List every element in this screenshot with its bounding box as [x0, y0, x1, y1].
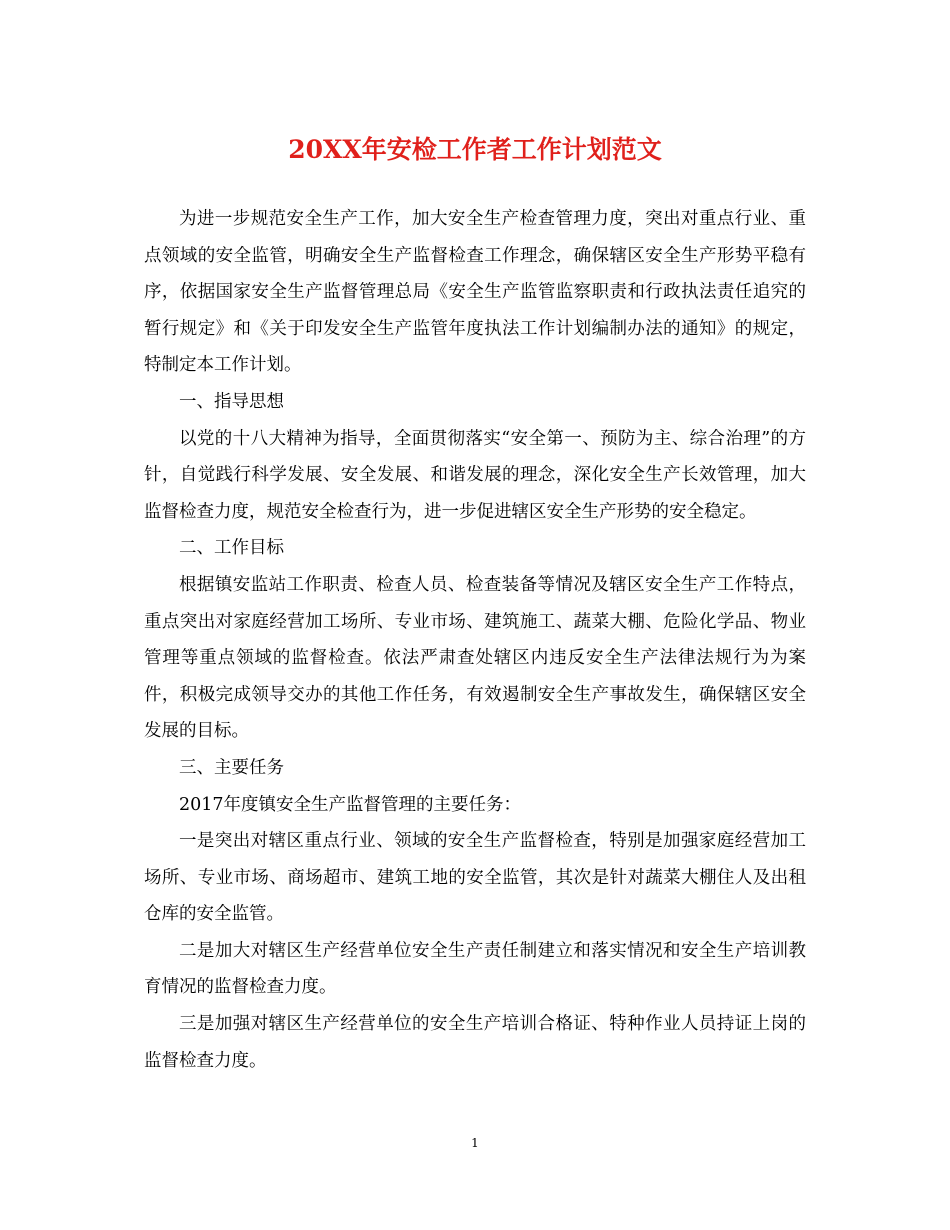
paragraph-intro: 为进一步规范安全生产工作，加大安全生产检查管理力度，突出对重点行业、重点领域的安全监管，明确安全生产监督检查工作理念，确保辖区安全生产形势平稳有序，依据国家安全生产监督管理总局《安全生产监管监察职责和行政执法责任追究的暂行规定》和《关于印发安全生产监管年度执法工作计划编制办法的通知》的规定，特制定本工作计划。 [144, 209, 806, 376]
paragraph-task-one: 一是突出对辖区重点行业、领域的安全生产监督检查，特别是加强家庭经营加工场所、专业市场、商场超市、建筑工地的安全监管，其次是针对蔬菜大棚住人及出租仓库的安全监管。 [144, 831, 806, 925]
paragraph-task-three: 三是加强对辖区生产经营单位的安全生产培训合格证、特种作业人员持证上岗的监督检查力度。 [144, 1014, 806, 1071]
paragraph-main-tasks-intro: 2017年度镇安全生产监督管理的主要任务： [179, 794, 522, 815]
document-body [144, 201, 806, 1079]
section-heading-work-goals: 二、工作目标 [179, 538, 284, 559]
section-heading-guiding-ideology: 一、指导思想 [179, 391, 284, 412]
paragraph-work-goals: 根据镇安监站工作职责、检查人员、检查装备等情况及辖区安全生产工作特点，重点突出对家庭经营加工场所、专业市场、建筑施工、蔬菜大棚、危险化学品、物业管理等重点领域的监督检查。依法严肃查处辖区内违反安全生产法律法规行为为案件，积极完成领导交办的其他工作任务，有效遏制安全生产事故发生，确保辖区安全发展的目标。 [144, 574, 806, 742]
paragraph-task-two: 二是加大对辖区生产经营单位安全生产责任制建立和落实情况和安全生产培训教育情况的监督检查力度。 [144, 940, 806, 998]
document-title: 20XX年安检工作者工作计划范文 [288, 135, 662, 164]
paragraph-guiding-ideology: 以党的十八大精神为指导，全面贯彻落实“安全第一、预防为主、综合治理”的方针，自觉践行科学发展、安全发展、和谐发展的理念，深化安全生产长效管理，加大监督检查力度，规范安全检查行为，进一步促进辖区安全生产形势的安全稳定。 [144, 428, 806, 522]
section-heading-main-tasks: 三、主要任务 [179, 757, 284, 778]
page-number: 1 [471, 1136, 479, 1150]
